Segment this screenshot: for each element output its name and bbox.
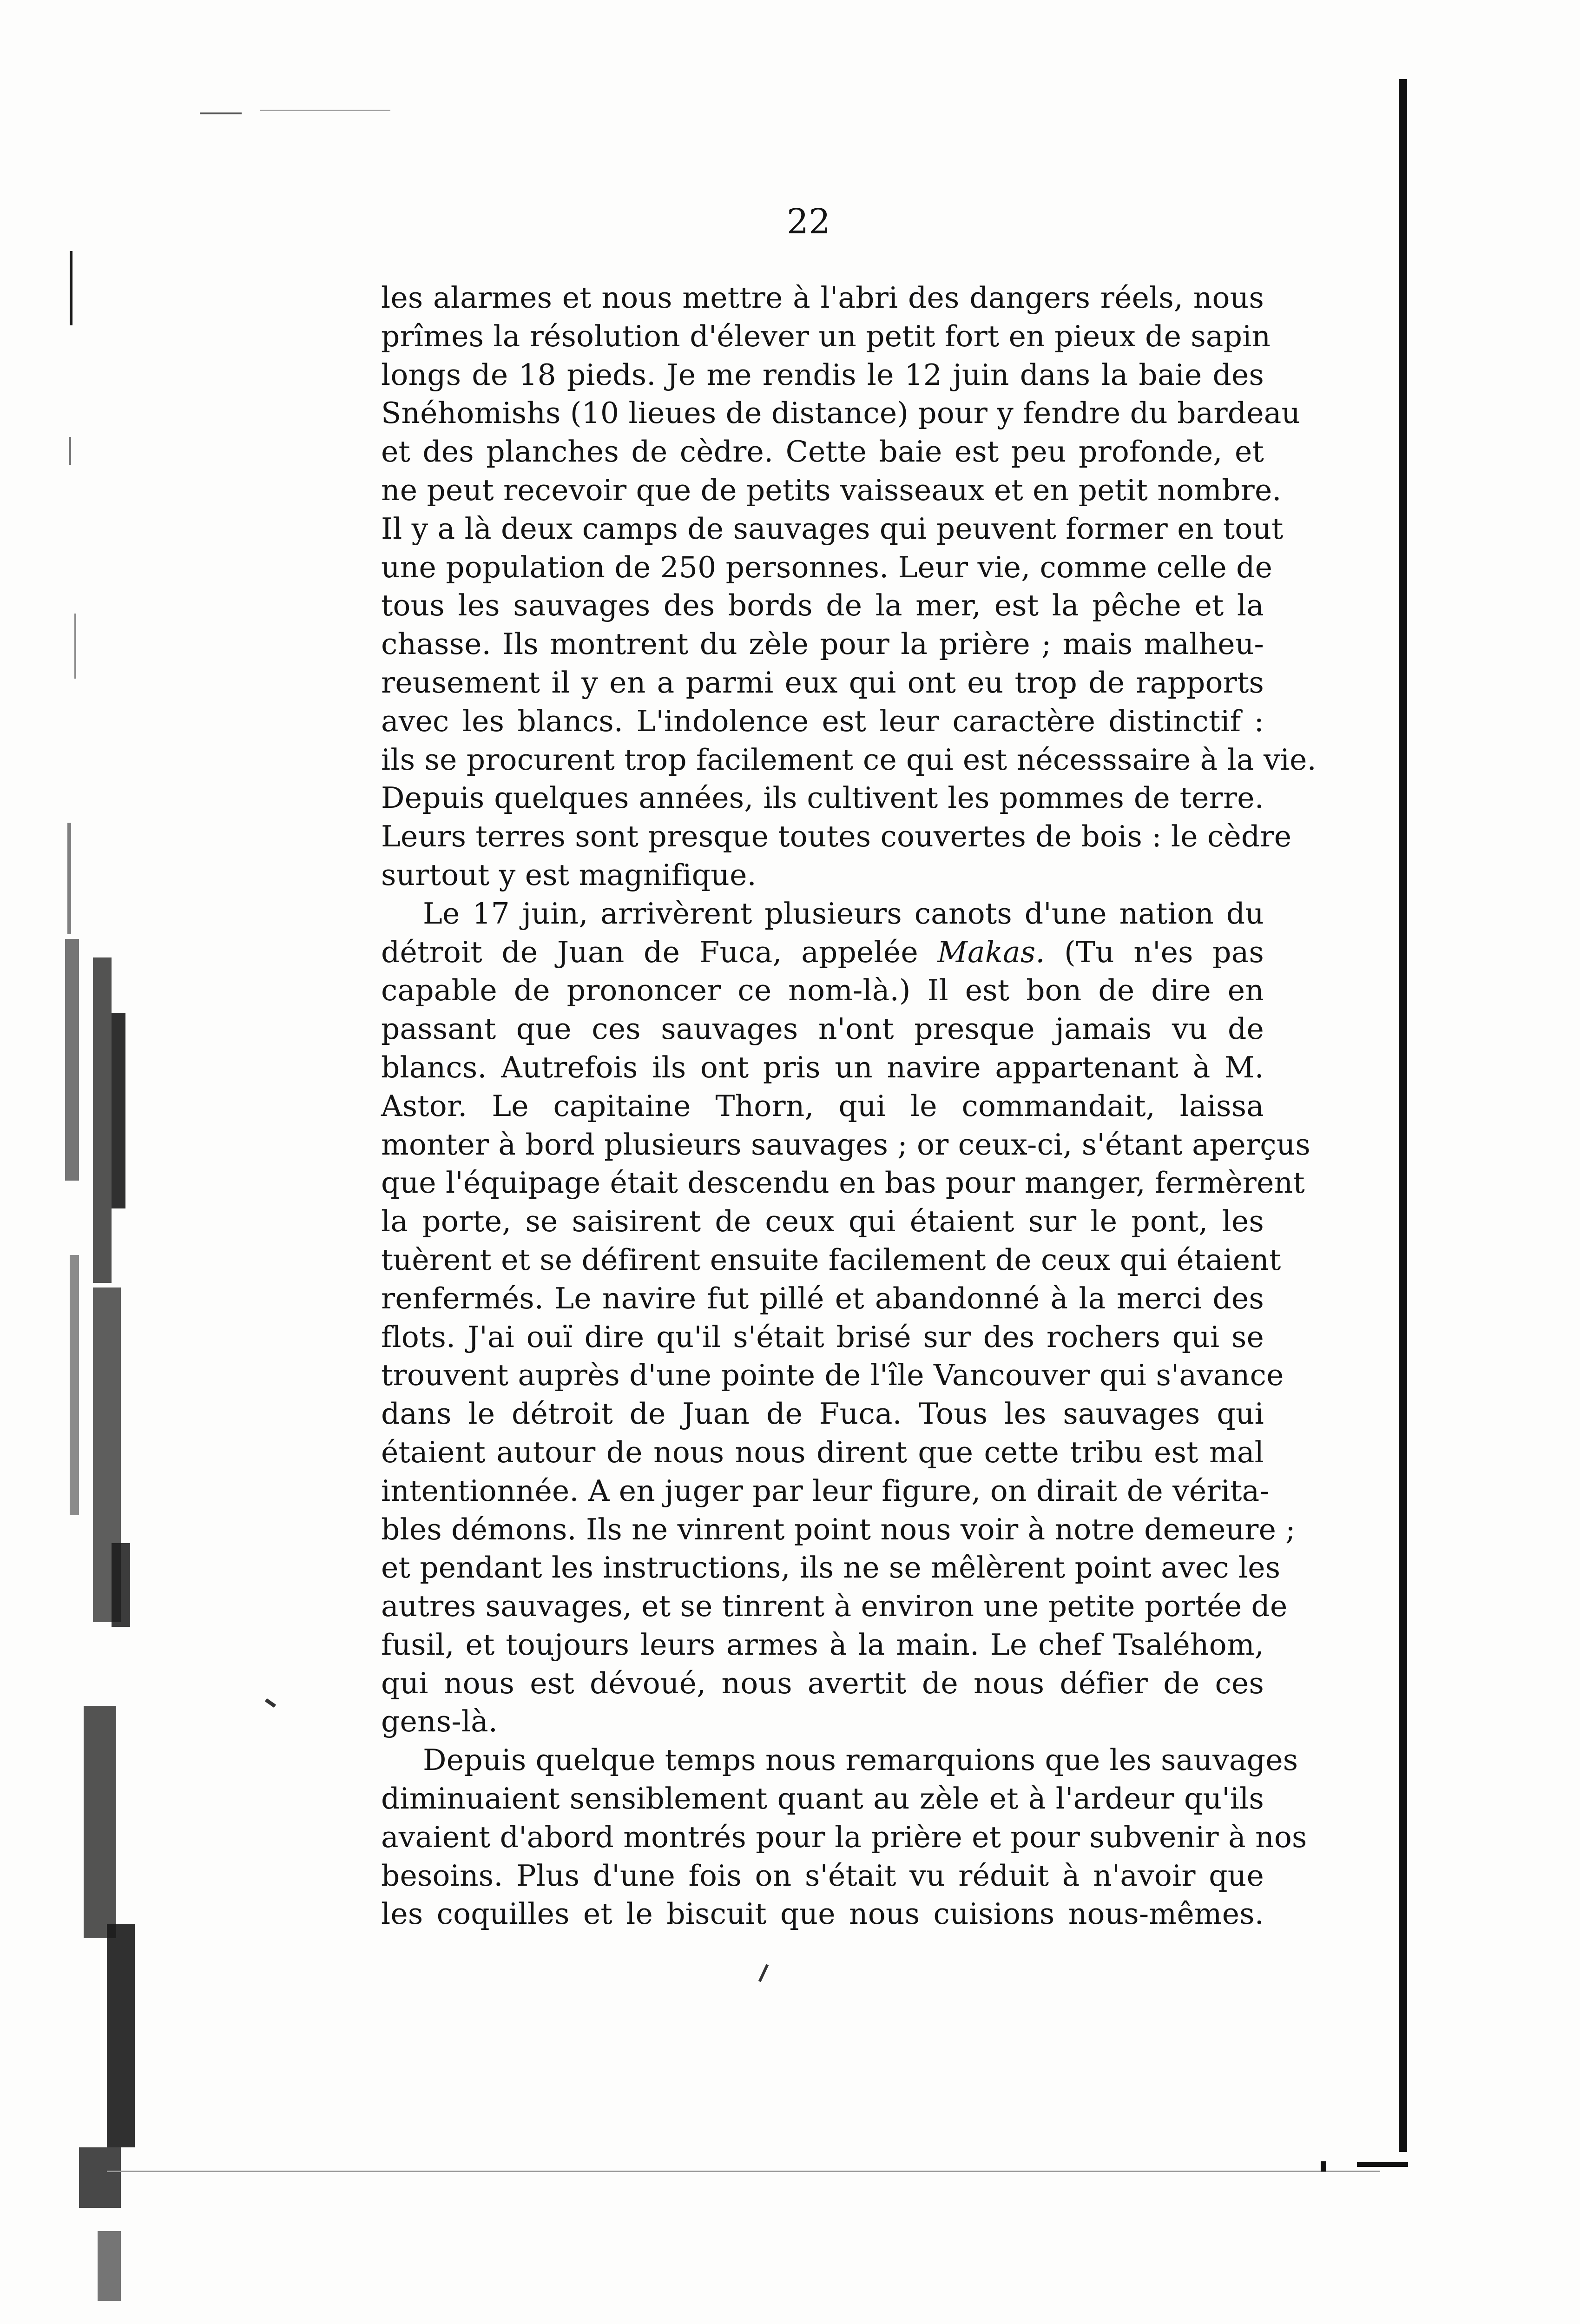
- text-line: Depuis quelque temps nous remarquions que les sauvages: [423, 1743, 1298, 1777]
- text-line: étaient autour de nous nous dirent que cette tribu est mal: [381, 1435, 1264, 1469]
- text-line: chasse. Ils montrent du zèle pour la prière ; mais malheu-: [381, 627, 1264, 661]
- text-line: Snéhomishs (10 lieues de distance) pour y fendre du bardeau: [381, 396, 1301, 430]
- text-line: trouvent auprès d'une pointe de l'île Vancouver qui s'avance: [381, 1358, 1284, 1393]
- text-line: passant que ces sauvages n'ont presque jamais vu de: [381, 1012, 1264, 1046]
- scan-artifact: [260, 110, 390, 111]
- body-text: [381, 279, 1317, 1934]
- text-line: avaient d'abord montrés pour la prière et pour subvenir à nos: [381, 1820, 1307, 1854]
- text-line: surtout y est magnifique.: [381, 858, 757, 892]
- text-line: bles démons. Ils ne vinrent point nous voir à notre demeure ;: [381, 1512, 1296, 1546]
- text-line: la porte, se saisirent de ceux qui étaient sur le pont, les: [381, 1204, 1264, 1239]
- text-line: Leurs terres sont presque toutes couvertes de bois : le cèdre: [381, 819, 1292, 854]
- text-line: dans le détroit de Juan de Fuca. Tous les sauvages qui: [381, 1397, 1264, 1431]
- scan-artifact: [758, 1964, 769, 1982]
- text-line: gens-là.: [381, 1704, 498, 1739]
- scan-artifact: [1357, 2162, 1408, 2167]
- binding-edge-shadow: [42, 195, 139, 2287]
- page-border-right: [1399, 79, 1407, 2152]
- text-line: longs de 18 pieds. Je me rendis le 12 juin dans la baie des: [381, 357, 1264, 392]
- text-line: ne peut recevoir que de petits vaisseaux et en petit nombre.: [381, 473, 1282, 507]
- text-run: détroit de Juan de Fuca, appelée: [381, 935, 938, 969]
- scan-artifact: [265, 1698, 276, 1708]
- text-line: qui nous est dévoué, nous avertit de nous défier de ces: [381, 1666, 1264, 1700]
- text-line: [381, 933, 1264, 972]
- text-line: et des planches de cèdre. Cette baie est peu profonde, et: [381, 435, 1264, 469]
- text-line: que l'équipage était descendu en bas pour manger, fermèrent: [381, 1166, 1305, 1200]
- text-line: avec les blancs. L'indolence est leur caractère distinctif :: [381, 704, 1264, 738]
- text-line: autres sauvages, et se tinrent à environ une petite portée de: [381, 1589, 1288, 1624]
- page-border-bottom: [107, 2171, 1380, 2172]
- text-line: les coquilles et le biscuit que nous cuisions nous-mêmes.: [381, 1897, 1264, 1931]
- page-number: 22: [786, 202, 831, 242]
- italic-term: Makas.: [937, 935, 1045, 969]
- text-line: reusement il y en a parmi eux qui ont eu trop de rapports: [381, 665, 1264, 700]
- text-line: capable de prononcer ce nom-là.) Il est bon de dire en: [381, 973, 1264, 1008]
- text-line: et pendant les instructions, ils ne se mêlèrent point avec les: [381, 1551, 1281, 1585]
- text-line: Astor. Le capitaine Thorn, qui le commandait, laissa: [381, 1089, 1264, 1123]
- text-line: blancs. Autrefois ils ont pris un navire appartenant à M.: [381, 1050, 1264, 1084]
- text-line: tuèrent et se défirent ensuite facilement de ceux qui étaient: [381, 1242, 1281, 1277]
- text-line: tous les sauvages des bords de la mer, est la pêche et la: [381, 588, 1264, 623]
- text-line: Il y a là deux camps de sauvages qui peuvent former en tout: [381, 511, 1284, 546]
- text-line: renfermés. Le navire fut pillé et abandonné à la merci des: [381, 1281, 1264, 1315]
- text-line: intentionnée. A en juger par leur figure, on dirait de vérita-: [381, 1473, 1270, 1508]
- text-line: Depuis quelques années, ils cultivent les pommes de terre.: [381, 781, 1264, 815]
- text-line: une population de 250 personnes. Leur vie, comme celle de: [381, 550, 1273, 584]
- text-line: fusil, et toujours leurs armes à la main. Le chef Tsaléhom,: [381, 1627, 1264, 1662]
- text-line: Le 17 juin, arrivèrent plusieurs canots d'une nation du: [423, 896, 1264, 931]
- text-line: les alarmes et nous mettre à l'abri des dangers réels, nous: [381, 281, 1264, 315]
- text-line: ils se procurent trop facilement ce qui est nécesssaire à la vie.: [381, 742, 1317, 777]
- text-line: flots. J'ai ouï dire qu'il s'était brisé sur des rochers qui se: [381, 1320, 1264, 1354]
- scan-artifact: [1321, 2161, 1326, 2172]
- text-line: besoins. Plus d'une fois on s'était vu réduit à n'avoir que: [381, 1858, 1264, 1893]
- text-run: (Tu n'es pas: [1045, 935, 1264, 969]
- text-line: monter à bord plusieurs sauvages ; or ceux-ci, s'étant aperçus: [381, 1127, 1311, 1162]
- text-line: prîmes la résolution d'élever un petit fort en pieux de sapin: [381, 319, 1271, 353]
- scan-artifact: [200, 112, 242, 114]
- text-line: diminuaient sensiblement quant au zèle et à l'ardeur qu'ils: [381, 1782, 1264, 1816]
